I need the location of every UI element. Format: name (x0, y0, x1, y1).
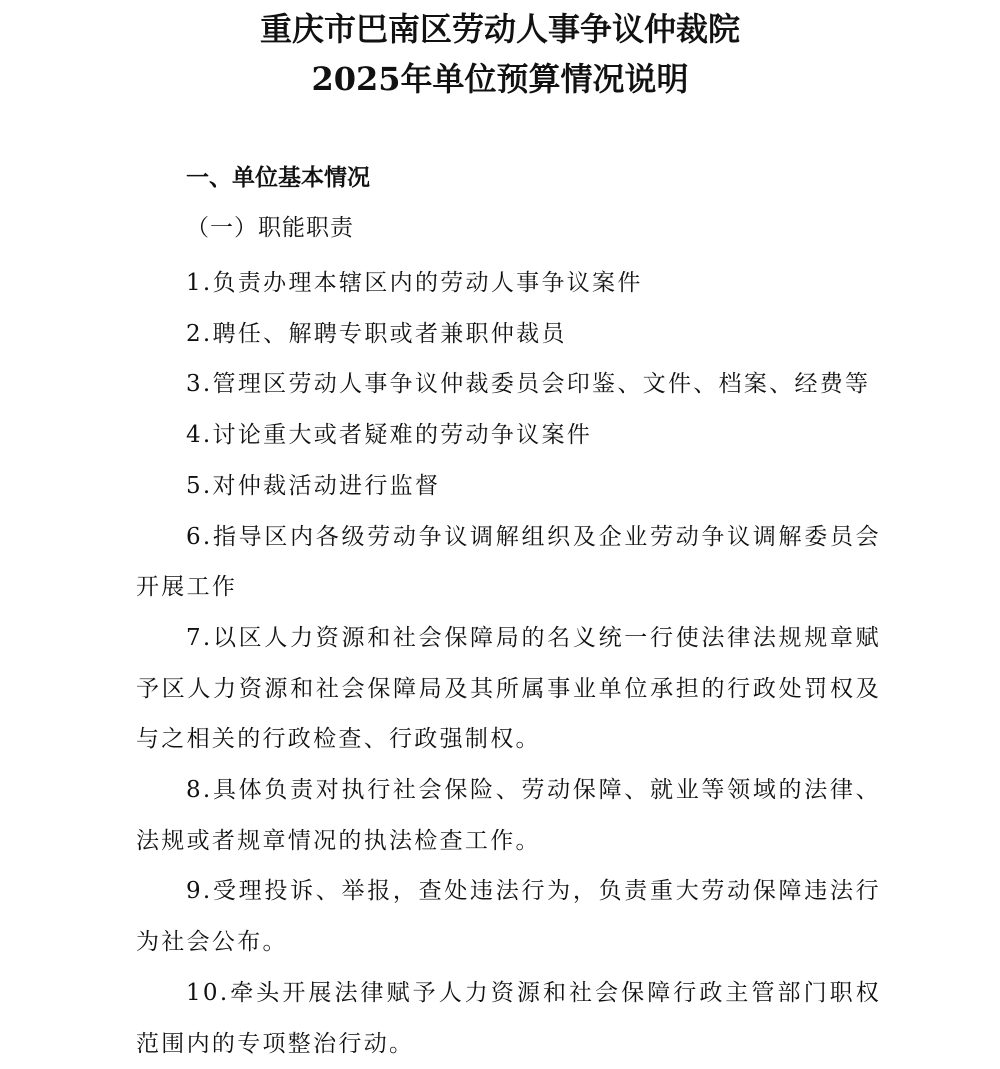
list-item: 7.以区人力资源和社会保障局的名义统一行使法律法规规章赋予区人力资源和社会保障局及其所属事业单位承担的行政处罚权及与之相关的行政检查、行政强制权。 (136, 624, 881, 753)
sub-heading: （一）职能职责 (186, 215, 354, 241)
list-item: 9.受理投诉、举报，查处违法行为，负责重大劳动保障违法行为社会公布。 (136, 878, 881, 956)
list-item: 4.讨论重大或者疑难的劳动争议案件 (186, 422, 593, 449)
section-heading: 一、单位基本情况 (186, 165, 370, 191)
title-line-2: 2025年单位预算情况说明 (311, 60, 689, 98)
list-item: 10.牵头开展法律赋予人力资源和社会保障行政主管部门职权范围内的专项整治行动。 (136, 979, 881, 1057)
list-item: 8.具体负责对执行社会保险、劳动保障、就业等领域的法律、法规或者规章情况的执法检查工作。 (136, 777, 881, 854)
list-item: 2.聘任、解聘专职或者兼职仲裁员 (186, 320, 567, 347)
list-item: 1.负责办理本辖区内的劳动人事争议案件 (186, 270, 643, 296)
list-item: 3.管理区劳动人事争议仲裁委员会印鉴、文件、档案、经费等 (186, 371, 871, 398)
list-item: 6.指导区内各级劳动争议调解组织及企业劳动争议调解委员会开展工作 (136, 523, 881, 601)
list-item: 5.对仲裁活动进行监督 (186, 472, 441, 499)
title-line-1: 重庆市巴南区劳动人事争议仲裁院 (259, 10, 740, 48)
duty-list (136, 258, 881, 1069)
document-title (0, 4, 1000, 104)
